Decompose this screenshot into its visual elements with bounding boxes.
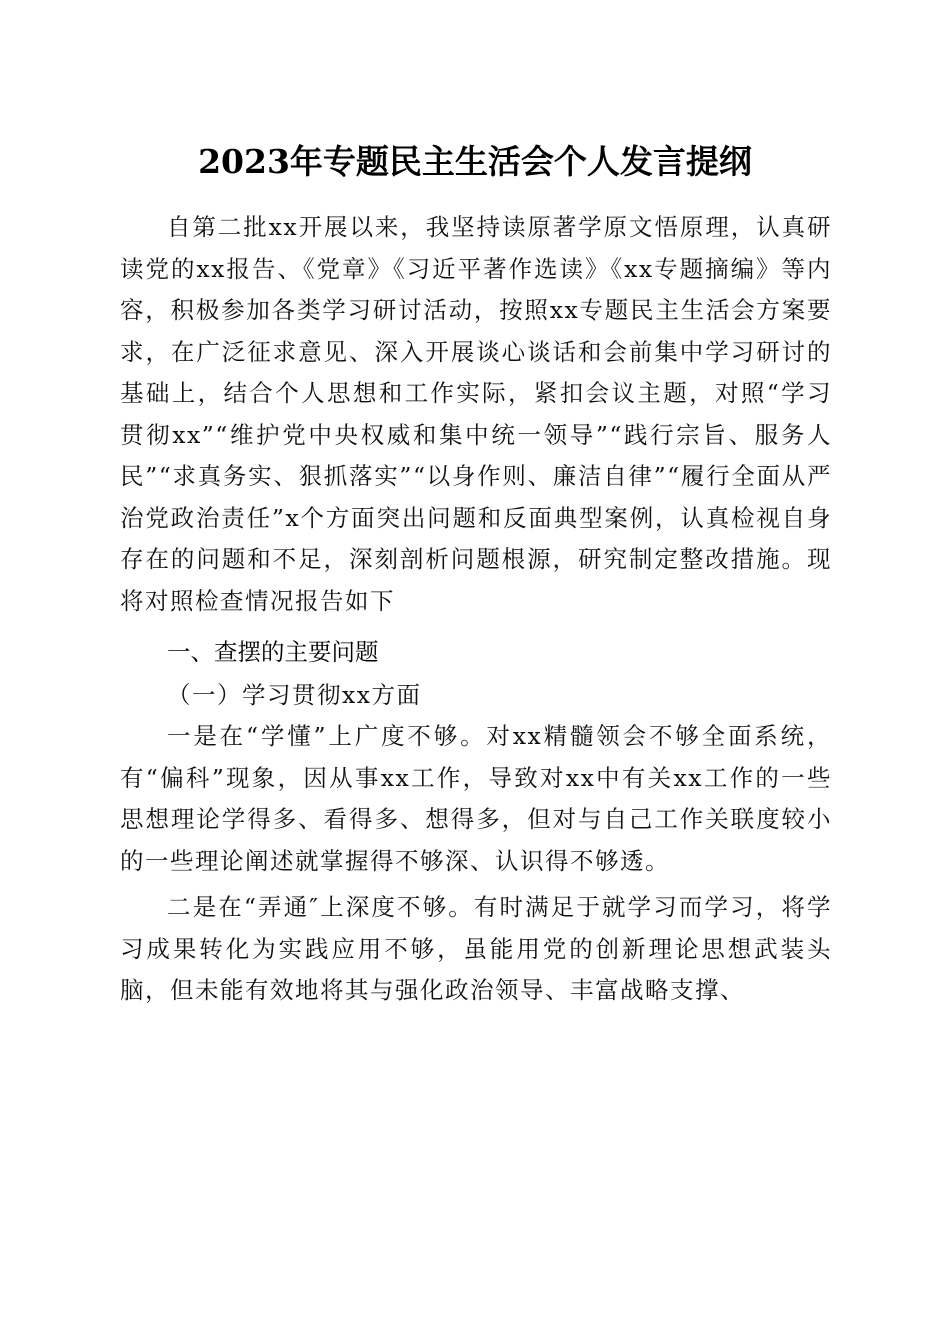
point-paragraph-1: 一是在“学懂”上广度不够。对xx精髓领会不够全面系统，有“偏科”现象，因从事xx工作，导致对xx中有关xx工作的一些思想理论学得多、看得多、想得多，但对与自己工作关联度较小的一些理论阐述就掌握得不够深、认识得不够透。 — [120, 722, 832, 875]
intro-paragraph: 自第二批xx开展以来，我坚持读原著学原文悟原理，认真研读党的xx报告、《党章》《习近平著作选读》《xx专题摘编》等内容，积极参加各类学习研讨活动，按照xx专题民主生活会方案要求，在广泛征求意见、深入开展谈心谈话和会前集中学习研讨的基础上，结合个人思想和工作实际，紧扣会议主题，对照“学习贯彻xx”“维护党中央权威和集中统一领导”“践行宗旨、服务人民”“求真务实、狠抓落实”“以身作则、廉洁自律”“履行全面从严治党政治责任”x个方面突出问题和反面典型案例，认真检视自身存在的问题和不足，深刻剖析问题根源，研究制定整改措施。现将对照检查情况报告如下 — [120, 213, 832, 615]
document-title: 2023年专题民主生活会个人发言提纲 — [198, 142, 752, 181]
point-paragraph-2: 二是在“弄通″上深度不够。有时满足于就学习而学习，将学习成果转化为实践应用不够，虽能用党的创新理论思想武装头脑，但未能有效地将其与强化政治领导、丰富战略支撑、 — [120, 893, 832, 1004]
document-body — [120, 207, 832, 1012]
subsection-heading-1: （一）学习贯彻xx方面 — [167, 681, 422, 709]
section-heading-1: 一、查摆的主要问题 — [167, 638, 379, 666]
